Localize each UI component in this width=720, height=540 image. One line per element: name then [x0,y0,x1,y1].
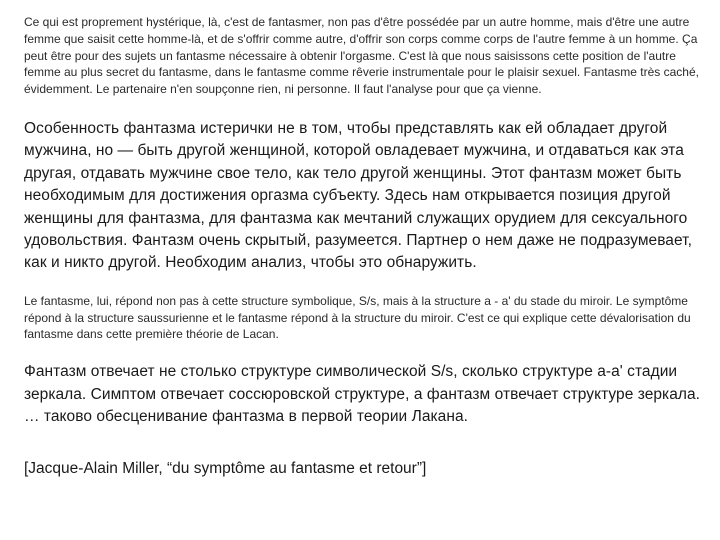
french-paragraph-2: Le fantasme, lui, répond non pas à cette structure symbolique, S/s, mais à la structure a - a' du stade du miroir. Le symptôme répond à la structure saussurienne et le fantasme répond à la structure du miroir. C'est ce qui explique cette dévalorisation du fantasme dans cette première théorie de Lacan. [24,293,691,342]
russian-paragraph-1: Особенность фантазма истерички не в том, чтобы представлять как ей обладает другой мужчина, но — быть другой женщиной, которой овладевает мужчина, и отдаваться как эта другая, отдавать мужчине свое тело, как тело другой женщины. Этот фантазм может быть необходимым для достижения оргазма субъекту. Здесь нам открывается позиция другой женщины для фантазма, для фантазма как мечтаний служащих орудием для сексуального удовольствия. Фантазм очень скрытый, разумеется. Партнер о нем даже не подразумевает, как и никто другой. Необходим анализ, чтобы это обнаружить. [24,119,692,272]
citation: [Jacque-Alain Miller, “du symptôme au fantasme et retour”] [24,460,427,478]
french-paragraph-1: Ce qui est proprement hystérique, là, c'est de fantasmer, non pas d'être possédée par un autre homme, mais d'être une autre femme que saisit cette homme-là, et de s'offrir comme autre, d'offrir son corps comme corps de l'autre femme à un homme. Ça peut être pour des sujets un fantasme nécessaire à obtenir l'orgasme. C'est là que nous saisissons cette position de l'autre femme au plus secret du fantasme, dans le fantasme comme rêverie instrumentale pour le plaisir sexuel. Fantasme très caché, évidemment. Le partenaire n'en soupçonne rien, ni personne. Il faut l'analyse pour que ça vienne. [24,15,699,97]
russian-paragraph-2: Фантазм отвечает не столько структуре символической S/s, сколько структуре а-а' стадии зеркала. Симптом отвечает соссюровской структуре, а фантазм отвечает структуре зеркала. … таково обесценивание фантазма в первой теории Лакана. [24,363,701,426]
